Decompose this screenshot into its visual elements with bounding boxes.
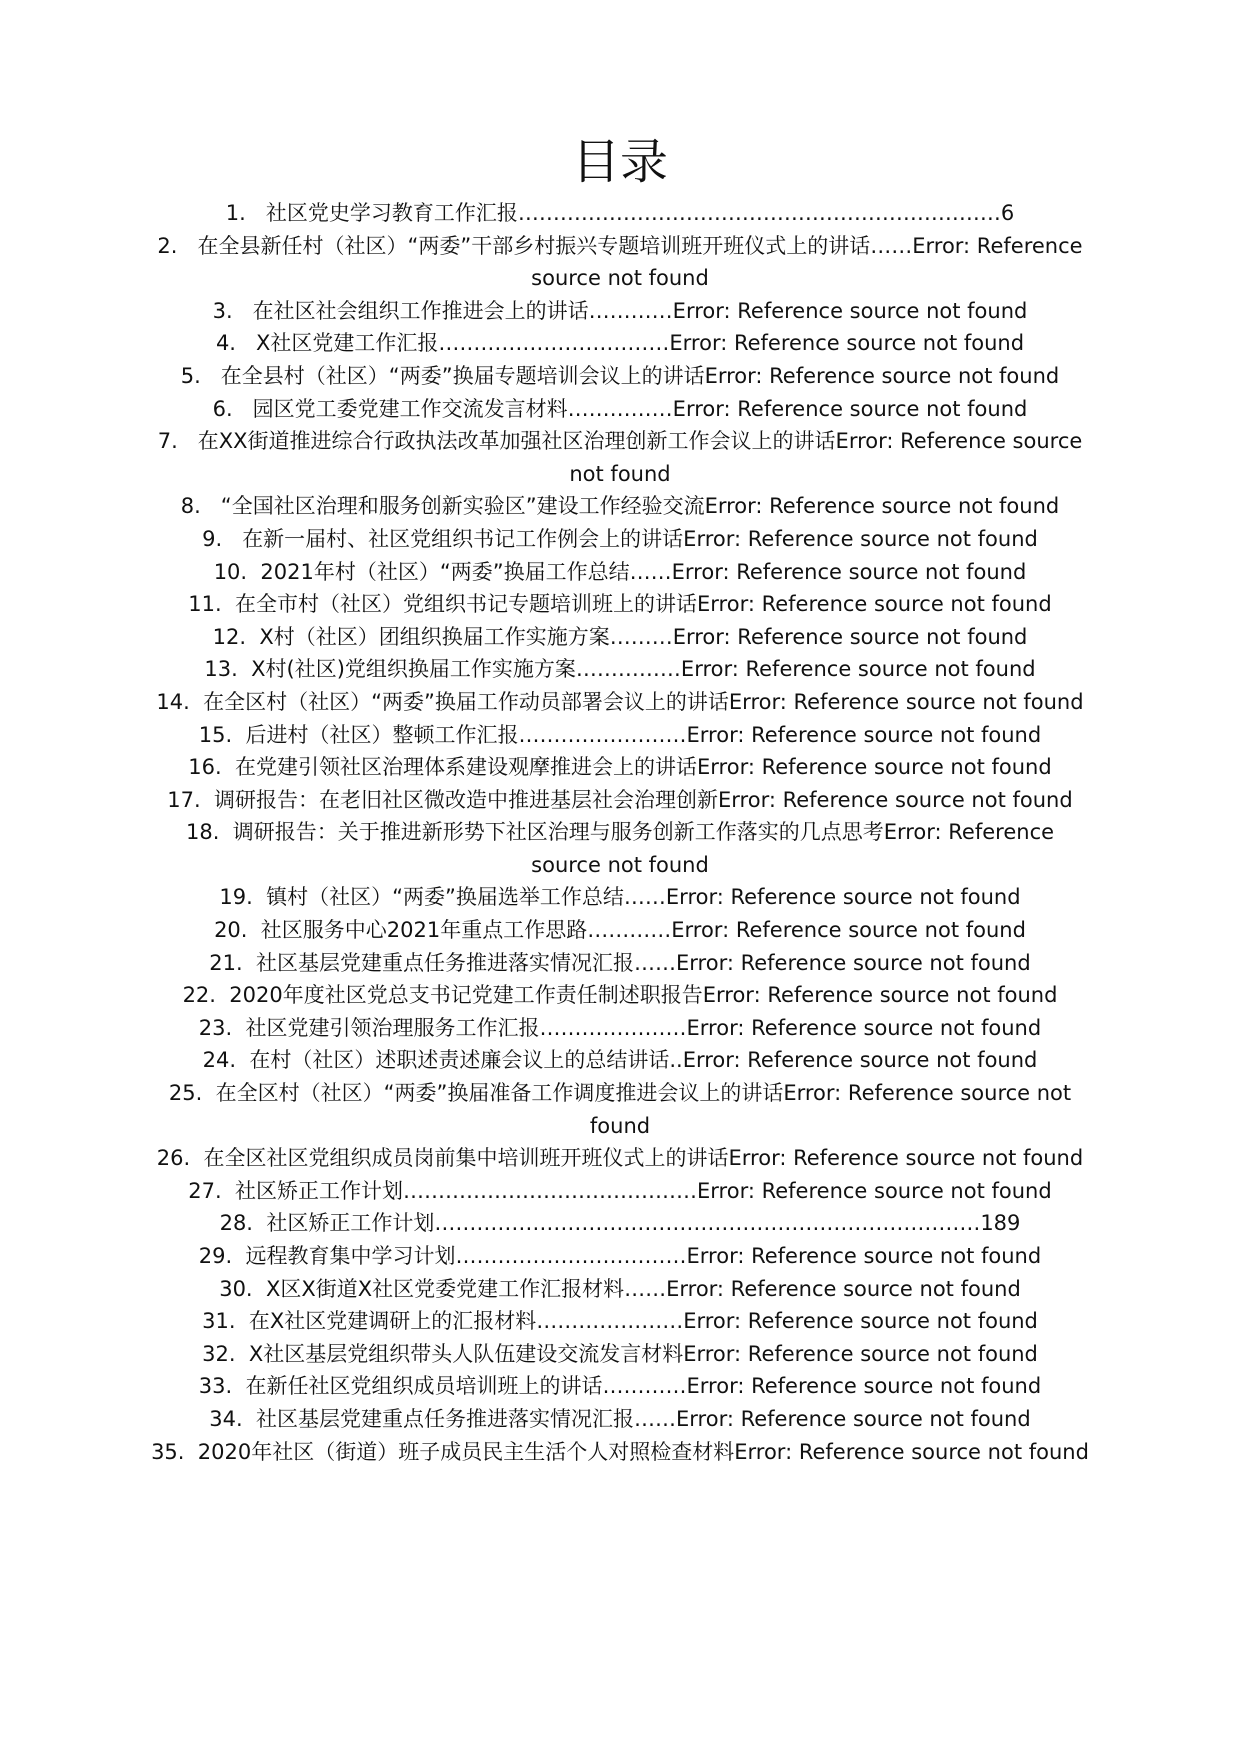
toc-entry[interactable] <box>150 1273 1090 1306</box>
toc-entry-text: 24. 在村（社区）述职述责述廉会议上的总结讲话..Error: Reference source not found <box>202 1048 1038 1073</box>
toc-entry[interactable] <box>150 881 1090 914</box>
toc-entry[interactable] <box>150 1044 1090 1077</box>
toc-entry[interactable] <box>150 1142 1090 1175</box>
toc-entry-text: 3. 在社区社会组织工作推进会上的讲话…………Error: Reference source not found <box>212 298 1028 323</box>
toc-entry-text: 31. 在X社区党建调研上的汇报材料…………………Error: Reference source not found <box>202 1309 1038 1334</box>
toc-entry-text: 10. 2021年村（社区）“两委”换届工作总结……Error: Reference source not found <box>213 559 1027 584</box>
toc-entry-text: 29. 远程教育集中学习计划……………………………Error: Reference source not found <box>198 1244 1042 1268</box>
toc-entry-text: 17. 调研报告：在老旧社区微改造中推进基层社会治理创新Error: Reference source not found <box>167 787 1073 812</box>
toc-entry-text: 35. 2020年社区（街道）班子成员民主生活个人对照检查材料Error: Reference source not found <box>151 1439 1089 1464</box>
toc-list <box>150 197 1090 1468</box>
toc-entry-text: 15. 后进村（社区）整顿工作汇报……………………Error: Reference source not found <box>198 722 1042 747</box>
toc-entry-text: 33. 在新任社区党组织成员培训班上的讲话…………Error: Reference source not found <box>198 1374 1042 1399</box>
toc-entry[interactable] <box>150 784 1090 817</box>
toc-entry-text: 30. X区X街道X社区党委党建工作汇报材料……Error: Reference source not found <box>219 1276 1021 1301</box>
toc-entry-text: 4. X社区党建工作汇报……………………………Error: Reference source not found <box>215 331 1025 356</box>
toc-entry-text: 19. 镇村（社区）“两委”换届选举工作总结……Error: Reference source not found <box>219 885 1021 910</box>
toc-entry[interactable] <box>150 947 1090 980</box>
toc-entry[interactable] <box>150 1305 1090 1338</box>
toc-entry-text: 6. 园区党工委党建工作交流发言材料……………Error: Reference source not found <box>212 396 1028 421</box>
toc-entry[interactable] <box>150 1012 1090 1045</box>
toc-entry[interactable] <box>150 751 1090 784</box>
toc-entry-text: 23. 社区党建引领治理服务工作汇报…………………Error: Reference source not found <box>198 1015 1042 1040</box>
toc-entry[interactable] <box>150 327 1090 360</box>
toc-entry[interactable] <box>150 1370 1090 1403</box>
toc-entry-text: 5. 在全县村（社区）“两委”换届专题培训会议上的讲话Error: Reference source not found <box>180 363 1060 388</box>
toc-entry-text: 16. 在党建引领社区治理体系建设观摩推进会上的讲话Error: Reference source not found <box>188 755 1052 780</box>
toc-entry-text: 1. 社区党史学习教育工作汇报……………………………………………………………6 <box>225 201 1015 225</box>
toc-entry[interactable] <box>150 1436 1090 1469</box>
toc-entry-text: 11. 在全市村（社区）党组织书记专题培训班上的讲话Error: Reference source not found <box>188 592 1052 617</box>
toc-entry-text: 21. 社区基层党建重点任务推进落实情况汇报……Error: Reference source not found <box>209 950 1031 975</box>
toc-entry[interactable] <box>150 295 1090 328</box>
toc-entry[interactable] <box>150 1207 1090 1240</box>
toc-entry-text: 20. 社区服务中心2021年重点工作思路…………Error: Reference source not found <box>214 918 1026 943</box>
toc-entry[interactable] <box>150 719 1090 752</box>
toc-entry[interactable] <box>150 588 1090 621</box>
toc-entry-text: 27. 社区矫正工作计划……………………………………Error: Reference source not found <box>188 1178 1052 1203</box>
toc-entry[interactable] <box>150 621 1090 654</box>
toc-entry[interactable] <box>150 979 1090 1012</box>
toc-entry-text: 22. 2020年度社区党总支书记党建工作责任制述职报告Error: Reference source not found <box>182 983 1058 1008</box>
toc-entry-text: 12. X村（社区）团组织换届工作实施方案………Error: Reference source not found <box>212 624 1028 649</box>
toc-entry[interactable] <box>150 1240 1090 1273</box>
toc-entry[interactable] <box>150 230 1090 295</box>
toc-entry-text: 25. 在全区村（社区）“两委”换届准备工作调度推进会议上的讲话Error: Reference source not found <box>168 1081 1078 1138</box>
toc-entry[interactable] <box>150 197 1090 230</box>
toc-entry[interactable] <box>150 425 1090 490</box>
toc-entry-text: 2. 在全县新任村（社区）“两委”干部乡村振兴专题培训班开班仪式上的讲话……Error: Reference source not found <box>157 233 1090 291</box>
toc-entry-text: 7. 在XX街道推进综合行政执法改革加强社区治理创新工作会议上的讲话Error: Reference source not found <box>157 429 1089 486</box>
toc-entry-text: 28. 社区矫正工作计划……………………………………………………………………189 <box>219 1211 1021 1236</box>
toc-entry[interactable] <box>150 686 1090 719</box>
toc-entry[interactable] <box>150 816 1090 881</box>
toc-entry-text: 8. “全国社区治理和服务创新实验区”建设工作经验交流Error: Reference source not found <box>180 494 1060 519</box>
toc-entry[interactable] <box>150 1175 1090 1208</box>
toc-entry[interactable] <box>150 1077 1090 1142</box>
toc-entry[interactable] <box>150 556 1090 589</box>
toc-entry[interactable] <box>150 1338 1090 1371</box>
toc-entry-text: 13. X村(社区)党组织换届工作实施方案……………Error: Reference source not found <box>204 657 1036 682</box>
toc-entry[interactable] <box>150 360 1090 393</box>
toc-entry-text: 14. 在全区村（社区）“两委”换届工作动员部署会议上的讲话Error: Reference source not found <box>156 689 1084 714</box>
toc-entry-text: 32. X社区基层党组织带头人队伍建设交流发言材料Error: Reference source not found <box>202 1341 1038 1366</box>
toc-entry-text: 34. 社区基层党建重点任务推进落实情况汇报……Error: Reference source not found <box>209 1406 1031 1431</box>
toc-title: 目录 <box>571 134 668 190</box>
toc-entry[interactable] <box>150 914 1090 947</box>
toc-entry[interactable] <box>150 490 1090 523</box>
toc-entry[interactable] <box>150 653 1090 686</box>
toc-entry-text: 18. 调研报告：关于推进新形势下社区治理与服务创新工作落实的几点思考Error: Reference source not found <box>185 820 1061 877</box>
toc-entry[interactable] <box>150 393 1090 426</box>
toc-entry[interactable] <box>150 1403 1090 1436</box>
toc-entry-text: 9. 在新一届村、社区党组织书记工作例会上的讲话Error: Reference source not found <box>202 526 1038 551</box>
toc-entry[interactable] <box>150 523 1090 556</box>
toc-entry-text: 26. 在全区社区党组织成员岗前集中培训班开班仪式上的讲话Error: Reference source not found <box>156 1146 1084 1171</box>
